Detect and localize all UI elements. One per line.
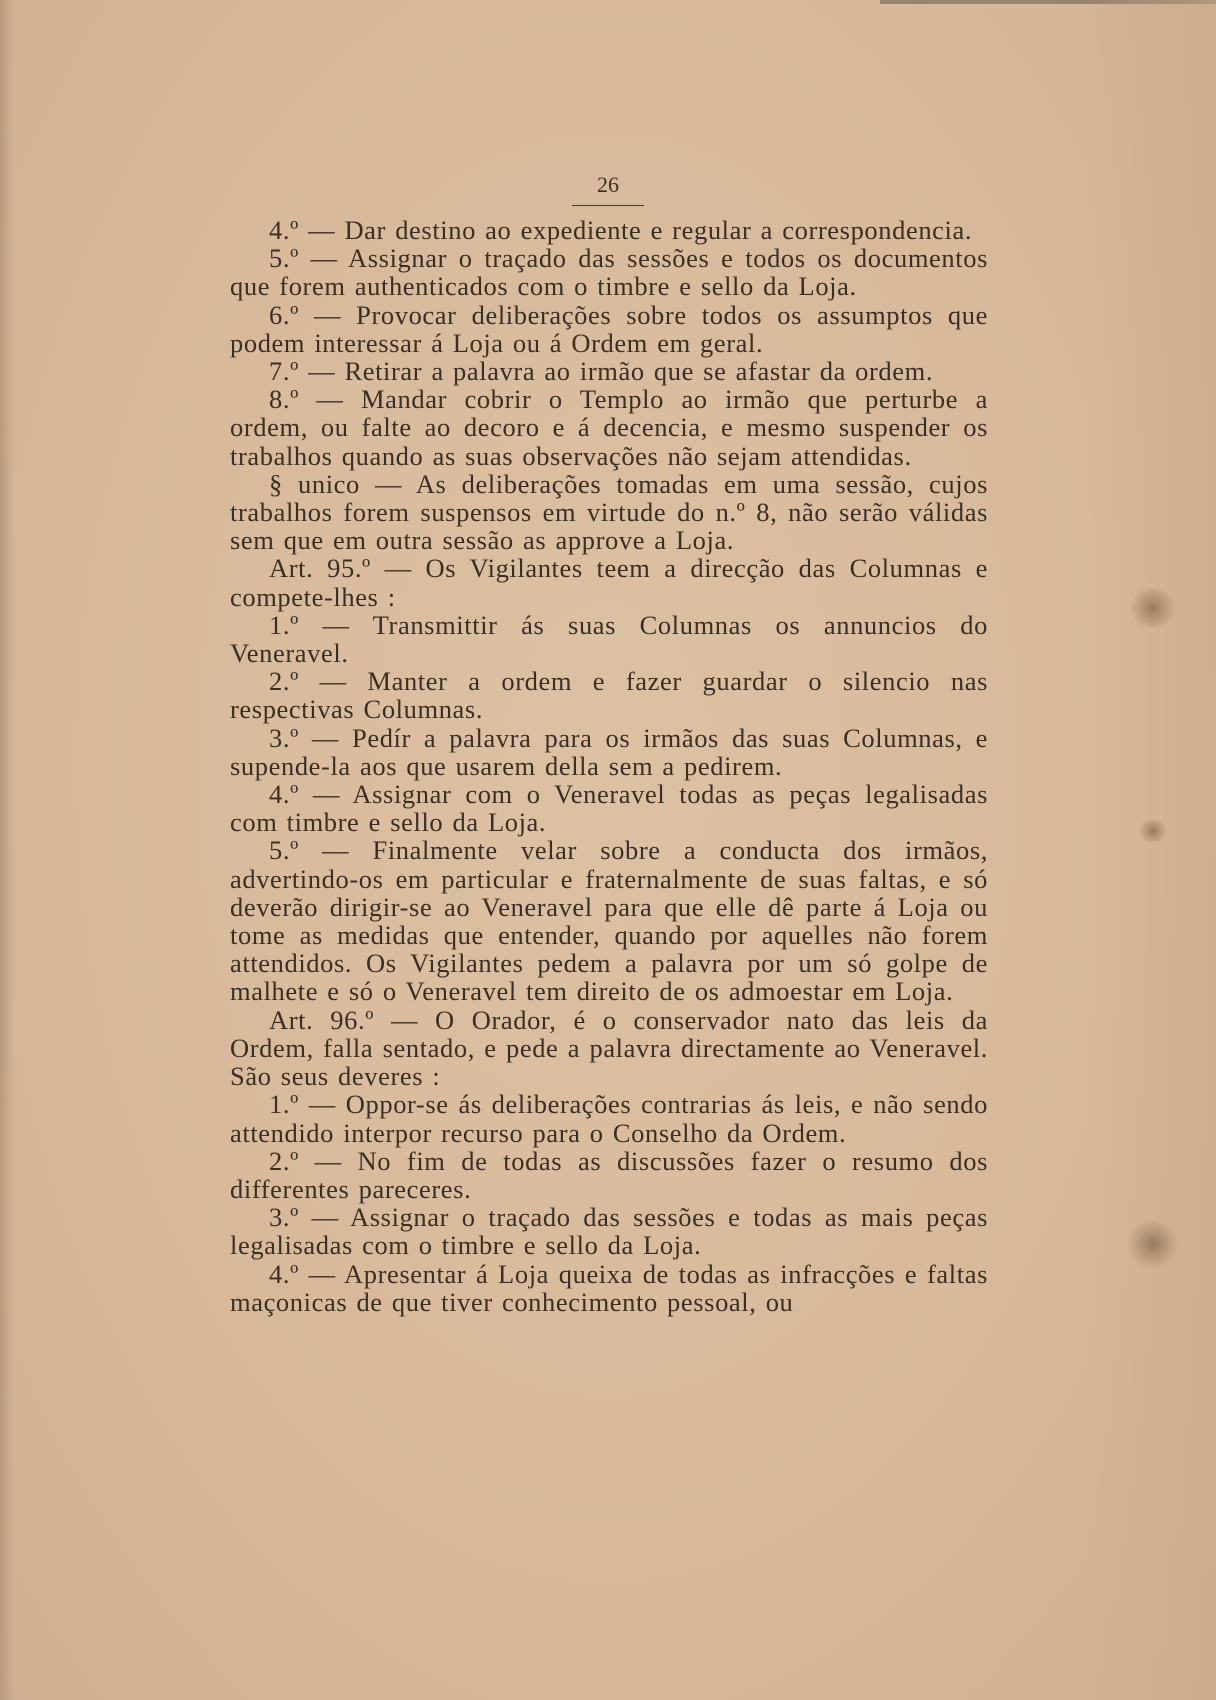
document-body <box>230 216 988 1316</box>
paragraph: 5.º — Finalmente velar sobre a conducta dos irmãos, advertindo-os em particular e fraternalmente de suas faltas, e só deverão dirigir-se ao Veneravel para que elle dê parte á Loja ou tome as medidas que entender, quando por aquelles não forem attendidos. Os Vigilantes pedem a palavra por um só golpe de malhete e só o Veneravel tem direito de os admoestar em Loja. <box>230 835 988 1007</box>
paragraph: 3.º — Pedír a palavra para os irmãos das suas Columnas, e supende-la aos que usarem della sem a pedirem. <box>230 722 988 781</box>
paragraph: 8.º — Mandar cobrir o Templo ao irmão que perturbe a ordem, ou falte ao decoro e á decencia, e mesmo suspender os trabalhos quando as suas observações não sejam attendidas. <box>230 384 988 471</box>
page-number: 26 <box>597 172 619 197</box>
paragraph: 4.º — Apresentar á Loja queixa de todas as infracções e faltas maçonicas de que tiver conhecimento pessoal, ou <box>230 1258 988 1317</box>
paragraph: Art. 95.º — Os Vigilantes teem a direcção das Columnas e compete-lhes : <box>230 553 988 612</box>
paragraph: 6.º — Provocar deliberações sobre todos os assumptos que podem interessar á Loja ou á Ordem em geral. <box>230 299 988 358</box>
paper-damage-mark <box>1128 1220 1178 1268</box>
paragraph: Art. 96.º — O Orador, é o conservador nato das leis da Ordem, falla sentado, e pede a palavra directamente ao Veneravel. São seus deveres : <box>230 1004 988 1092</box>
paragraph: 5.º — Assignar o traçado das sessões e todos os documentos que forem authenticados com o timbre e sello da Loja. <box>230 243 988 302</box>
paper-damage-mark <box>1130 588 1176 628</box>
page-number-rule <box>572 205 644 206</box>
page-right-stain <box>1086 0 1216 1700</box>
page-left-edge <box>0 0 14 1700</box>
paragraph: 1.º — Oppor-se ás deliberações contrarias ás leis, e não sendo attendido interpor recurso para o Conselho da Ordem. <box>230 1089 988 1148</box>
paragraph: 2.º — No fim de todas as discussões fazer o resumo dos differentes pareceres. <box>230 1145 988 1204</box>
paragraph: § unico — As deliberações tomadas em uma sessão, cujos trabalhos forem suspensos em virtude do n.º 8, não serão válidas sem que em outra sessão as approve a Loja. <box>230 468 988 556</box>
paragraph: 1.º — Transmittir ás suas Columnas os annuncios do Veneravel. <box>230 609 988 669</box>
paragraph: 7.º — Retirar a palavra ao irmão que se afastar da ordem. <box>269 356 934 387</box>
paragraph: 3.º — Assignar o traçado das sessões e todas as mais peças legalisadas com o timbre e sello da Loja. <box>230 1202 988 1261</box>
paragraph: 4.º — Dar destino ao expediente e regular a correspondencia. <box>269 215 973 245</box>
paragraph: 4.º — Assignar com o Veneravel todas as peças legalisadas com timbre e sello da Loja. <box>230 779 988 838</box>
paper-damage-mark <box>1138 820 1168 842</box>
paragraph: 2.º — Manter a ordem e fazer guardar o silencio nas respectivas Columnas. <box>230 666 988 725</box>
